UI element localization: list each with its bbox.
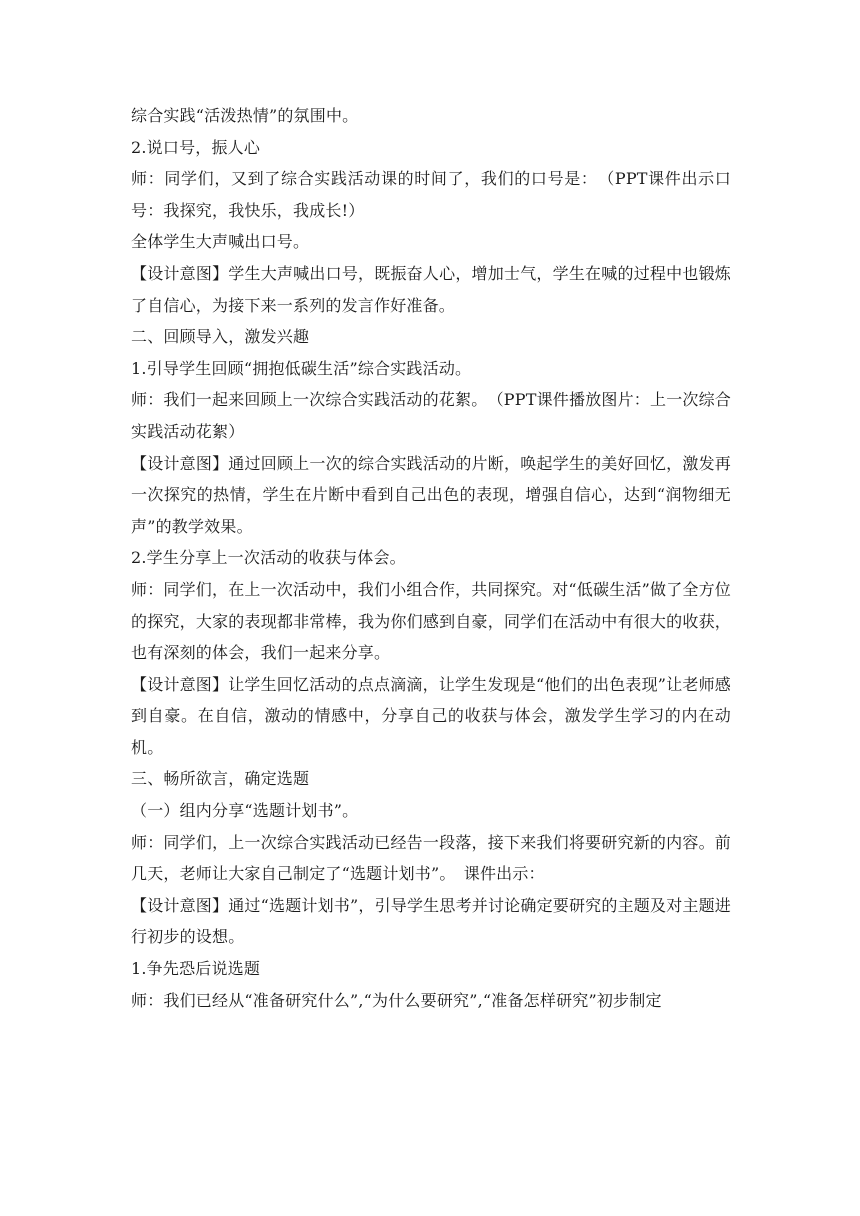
paragraph-intro-continuation: 综合实践“活泼热情”的氛围中。 bbox=[131, 106, 359, 125]
heading-compete-topics: 1.争先恐后说选题 bbox=[131, 959, 261, 979]
paragraph-teacher-plan: 师：同学们，上一次综合实践活动已经告一段落，接下来我们将要研究新的内容。前几天，老师让大家自己制定了“选题计划书”。 课件出示： bbox=[131, 832, 731, 884]
heading-share-gains: 2.学生分享上一次活动的收获与体会。 bbox=[131, 548, 406, 568]
paragraph-teacher-topics: 师：我们已经从“准备研究什么”,“为什么要研究”,“准备怎样研究”初步制定 bbox=[131, 990, 662, 1010]
section-heading-topic: 三、畅所欲言，确定选题 bbox=[131, 769, 310, 789]
paragraph-teacher-slogan: 师：同学们，又到了综合实践活动课的时间了，我们的口号是： （PPT课件出示口号：我探究，我快乐，我成长!） bbox=[131, 169, 731, 220]
paragraph-students-shout: 全体学生大声喊出口号。 bbox=[131, 232, 310, 252]
paragraph-design-intent-4: 【设计意图】通过“选题计划书”，引导学生思考并讨论确定要研究的主题及对主题进行初步的设想。 bbox=[131, 895, 731, 947]
paragraph-design-intent-1: 【设计意图】学生大声喊出口号，既振奋人心，增加士气，学生在喊的过程中也锻炼了自信心，为接下来一系列的发言作好准备。 bbox=[131, 263, 731, 315]
paragraph-teacher-review: 师：我们一起来回顾上一次综合实践活动的花絮。 （PPT课件播放图片：上一次综合实践活动花絮） bbox=[131, 390, 732, 441]
heading-review-activity: 1.引导学生回顾“拥抱低碳生活”综合实践活动。 bbox=[131, 358, 472, 378]
paragraph-teacher-share: 师：同学们，在上一次活动中，我们小组合作，共同探究。对“低碳生活”做了全方位的探究，大家的表现都非常棒，我为你们感到自豪，同学们在活动中有很大的收获，也有深刻的体会，我们一起来分享。 bbox=[131, 579, 731, 663]
paragraph-design-intent-2: 【设计意图】通过回顾上一次的综合实践活动的片断，唤起学生的美好回忆，激发再一次探究的热情，学生在片断中看到自己出色的表现，增强自信心，达到“润物细无声”的教学效果。 bbox=[131, 453, 731, 536]
document-body bbox=[131, 100, 731, 1016]
subheading-group-share: （一）组内分享“选题计划书”。 bbox=[131, 801, 359, 821]
paragraph-design-intent-3: 【设计意图】让学生回忆活动的点点滴滴，让学生发现是“他们的出色表现”让老师感到自豪。在自信，激动的情感中，分享自己的收获与体会，激发学生学习的内在动机。 bbox=[131, 674, 731, 757]
section-heading-review: 二、回顾导入，激发兴趣 bbox=[131, 327, 310, 347]
heading-slogan: 2.说口号，振人心 bbox=[131, 137, 261, 157]
